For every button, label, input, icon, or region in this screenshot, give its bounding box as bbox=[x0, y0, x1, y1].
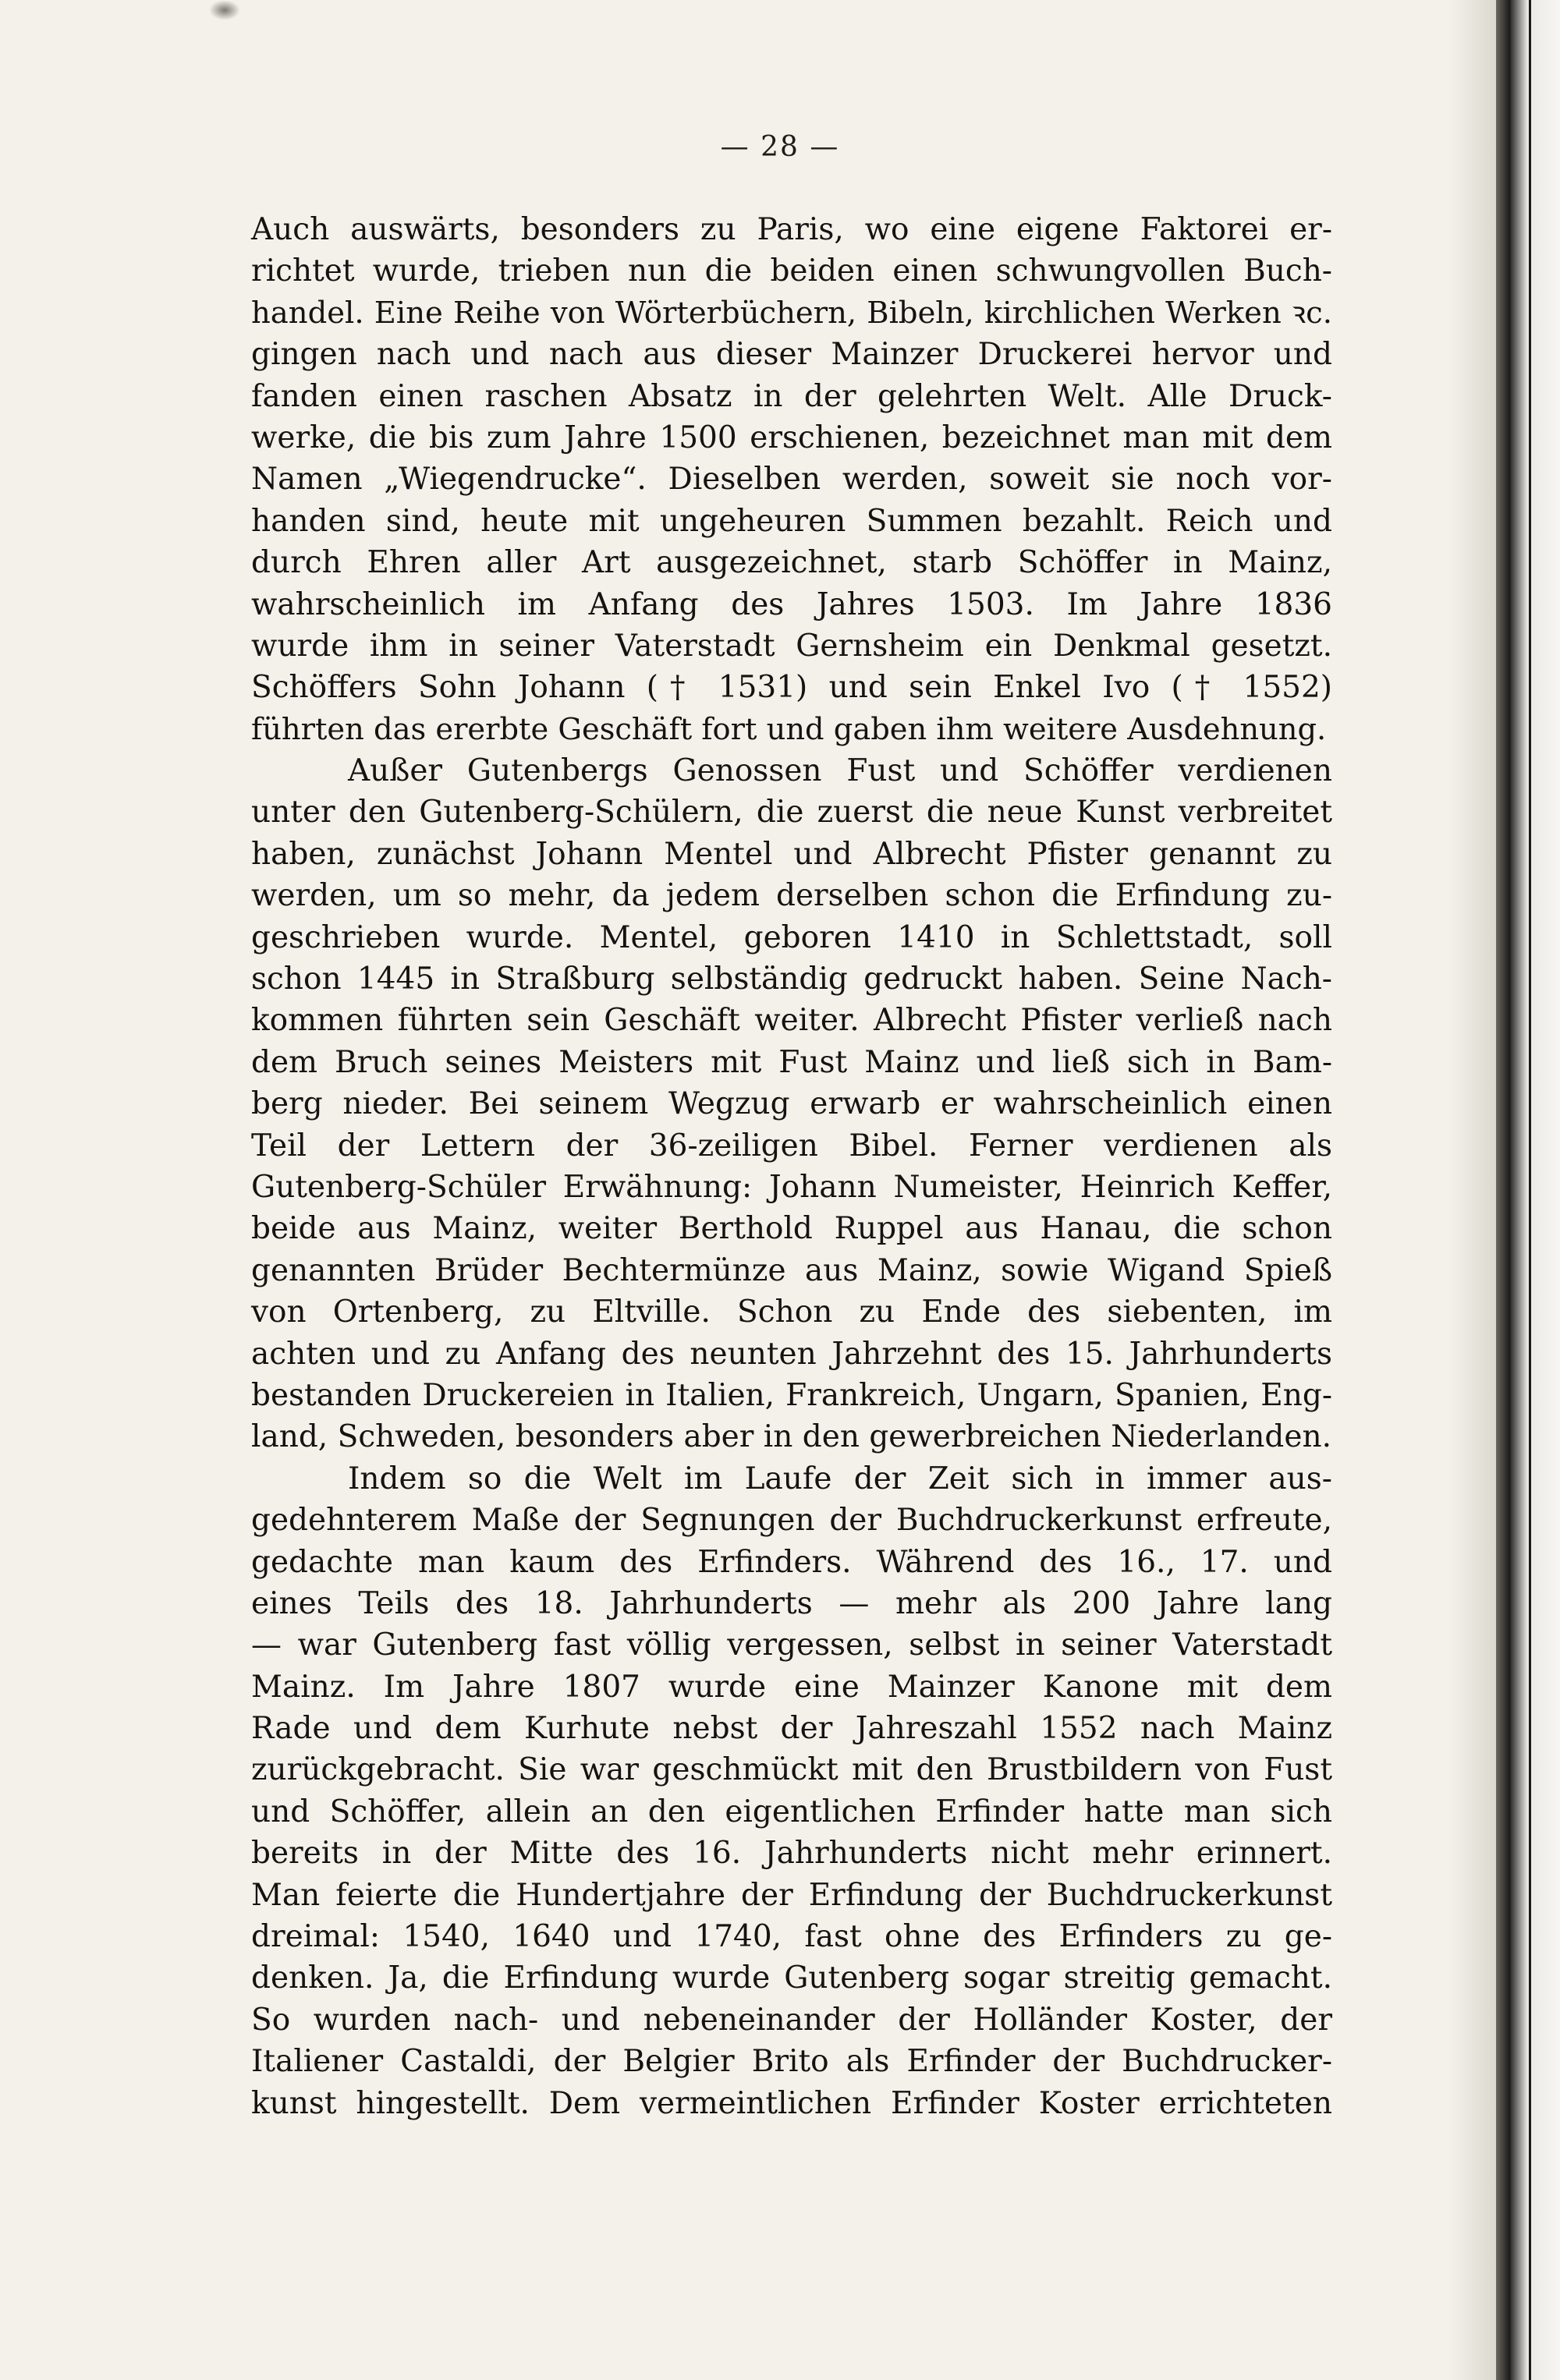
text-line: berg nieder. Bei seinem Wegzug erwarb er wahrscheinlich einen bbox=[251, 1086, 1332, 1122]
text-line: denken. Ja, die Erfindung wurde Gutenberg sogar streitig gemacht. bbox=[251, 1960, 1332, 1996]
text-line: geschrieben wurde. Mentel, geboren 1410 in Schlettstadt, soll bbox=[251, 919, 1332, 955]
scan-margin bbox=[1510, 0, 1560, 2380]
text-line: haben, zunächst Johann Mentel und Albrecht Pfister genannt zu bbox=[251, 836, 1332, 872]
text-line: Außer Gutenbergs Genossen Fust und Schöffer verdienen bbox=[348, 753, 1332, 789]
text-line: dem Bruch seines Meisters mit Fust Mainz und ließ sich in Bam- bbox=[251, 1044, 1332, 1080]
text-line: gedachte man kaum des Erfinders. Während des 16., 17. und bbox=[251, 1544, 1332, 1580]
text-line: bereits in der Mitte des 16. Jahrhunderts nicht mehr erinnert. bbox=[251, 1836, 1332, 1872]
text-line: schon 1445 in Straßburg selbständig gedruckt haben. Seine Nach- bbox=[251, 962, 1332, 997]
scan-border-line bbox=[1529, 0, 1531, 2380]
text-line: Namen „Wiegendrucke“. Dieselben werden, soweit sie noch vor- bbox=[251, 462, 1332, 498]
text-line: achten und zu Anfang des neunten Jahrzehnt des 15. Jahrhunderts bbox=[251, 1336, 1332, 1372]
text-line: kunst hingestellt. Dem vermeintlichen Erfinder Koster errichteten bbox=[251, 2085, 1332, 2121]
text-line: führten das ererbte Geschäft fort und gaben ihm weitere Ausdehnung. bbox=[251, 711, 1327, 747]
text-line: Teil der Lettern der 36-zeiligen Bibel. Ferner verdienen als bbox=[251, 1128, 1332, 1163]
text-line: und Schöffer, allein an den eigentlichen Erfinder hatte man sich bbox=[251, 1794, 1332, 1829]
text-line: gingen nach und nach aus dieser Mainzer Druckerei hervor und bbox=[251, 337, 1332, 373]
text-line: Man feierte die Hundertjahre der Erfindung der Buchdruckerkunst bbox=[251, 1877, 1332, 1913]
body-text bbox=[251, 209, 1332, 2124]
text-line: land, Schweden, besonders aber in den gewerbreichen Niederlanden. bbox=[251, 1419, 1331, 1455]
text-line: So wurden nach- und nebeneinander der Holländer Koster, der bbox=[251, 2002, 1332, 2038]
binding-edge bbox=[1496, 0, 1510, 2380]
text-line: gedehnterem Maße der Segnungen der Buchdruckerkunst erfreute, bbox=[251, 1503, 1332, 1539]
text-line: durch Ehren aller Art ausgezeichnet, starb Schöffer in Mainz, bbox=[251, 545, 1332, 581]
text-line: Auch auswärts, besonders zu Paris, wo eine eigene Faktorei er- bbox=[251, 212, 1332, 247]
text-line: unter den Gutenberg-Schülern, die zuerst die neue Kunst verbreitet bbox=[251, 795, 1332, 831]
text-line: genannten Brüder Bechtermünze aus Mainz, sowie Wigand Spieß bbox=[251, 1252, 1332, 1288]
text-line: Italiener Castaldi, der Belgier Brito als Erfinder der Buchdrucker- bbox=[251, 2044, 1332, 2080]
page-gutter-shadow bbox=[1449, 0, 1496, 2380]
text-line: werden, um so mehr, da jedem derselben schon die Erfindung zu- bbox=[251, 878, 1332, 914]
text-line: Schöffers Sohn Johann († 1531) und sein Enkel Ivo († 1552) bbox=[251, 670, 1332, 706]
text-line: Indem so die Welt im Laufe der Zeit sich in immer aus- bbox=[348, 1461, 1332, 1496]
text-line: werke, die bis zum Jahre 1500 erschienen, bezeichnet man mit dem bbox=[251, 420, 1332, 455]
text-line: kommen führten sein Geschäft weiter. Albrecht Pfister verließ nach bbox=[251, 1003, 1332, 1039]
text-line: Rade und dem Kurhute nebst der Jahreszahl 1552 nach Mainz bbox=[251, 1711, 1332, 1747]
text-line: wurde ihm in seiner Vaterstadt Gernsheim ein Denkmal gesetzt. bbox=[251, 628, 1332, 664]
page-number: — 28 — bbox=[720, 131, 840, 163]
text-line: Gutenberg-Schüler Erwähnung: Johann Numeister, Heinrich Keffer, bbox=[251, 1169, 1332, 1205]
text-line: — war Gutenberg fast völlig vergessen, selbst in seiner Vaterstadt bbox=[251, 1627, 1332, 1663]
text-line: eines Teils des 18. Jahrhunderts — mehr als 200 Jahre lang bbox=[251, 1585, 1332, 1621]
text-line: handen sind, heute mit ungeheuren Summen bezahlt. Reich und bbox=[251, 503, 1332, 539]
text-line: beide aus Mainz, weiter Berthold Ruppel aus Hanau, die schon bbox=[251, 1211, 1332, 1247]
text-line: richtet wurde, trieben nun die beiden einen schwungvollen Buch- bbox=[251, 253, 1332, 289]
text-line: dreimal: 1540, 1640 und 1740, fast ohne des Erfinders zu ge- bbox=[251, 1919, 1332, 1955]
ink-smudge bbox=[209, 0, 240, 20]
text-line: bestanden Druckereien in Italien, Frankreich, Ungarn, Spanien, Eng- bbox=[251, 1377, 1332, 1413]
text-line: zurückgebracht. Sie war geschmückt mit den Brustbildern von Fust bbox=[251, 1752, 1332, 1788]
text-line: fanden einen raschen Absatz in der gelehrten Welt. Alle Druck- bbox=[251, 378, 1332, 414]
text-line: handel. Eine Reihe von Wörterbüchern, Bibeln, kirchlichen Werken ꝛc. bbox=[251, 295, 1332, 331]
text-line: wahrscheinlich im Anfang des Jahres 1503. Im Jahre 1836 bbox=[251, 586, 1332, 622]
text-line: Mainz. Im Jahre 1807 wurde eine Mainzer Kanone mit dem bbox=[251, 1669, 1332, 1705]
text-line: von Ortenberg, zu Eltville. Schon zu Ende des siebenten, im bbox=[251, 1294, 1332, 1330]
